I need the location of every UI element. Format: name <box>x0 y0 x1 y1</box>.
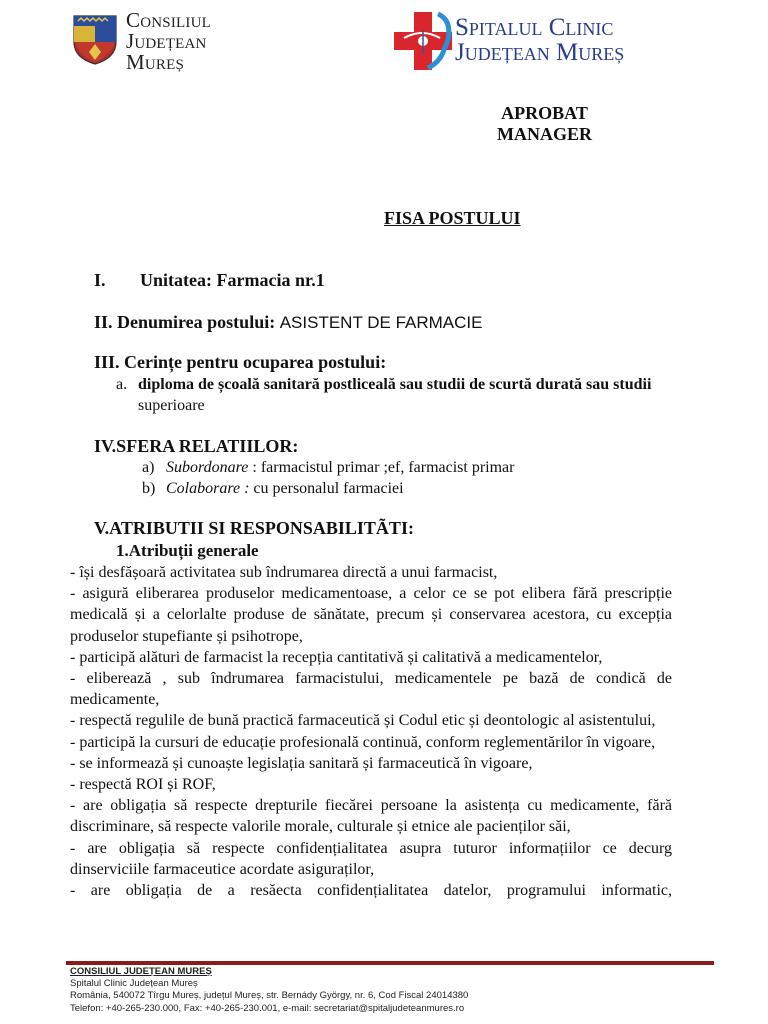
section-label: Unitatea: Farmacia nr.1 <box>140 270 325 290</box>
relation-item <box>142 458 514 478</box>
relation-item <box>142 479 404 499</box>
duty-item: - are obligația să respecte confidențialitatea asupra tuturor informațiilor ce decurg dinserviciile farmaceutice acordate asiguraților, <box>70 839 672 878</box>
relation-text: : farmacistul primar ;ef, farmacist primar <box>248 459 515 476</box>
council-logo-line: Mureș <box>126 50 185 74</box>
section-label: II. Denumirea postului: <box>94 312 276 332</box>
approval-line: APROBAT <box>501 103 588 123</box>
duty-item: - asigură eliberarea produselor medicamentoase, a celor ce se pot elibera fără prescripție medicală și a celorlalte produse de sănătate, precum și conservarea acestora, cu excepția produselor stupefiante și psihotrope, <box>70 585 672 645</box>
council-crest-logo <box>72 12 118 66</box>
duty-item: - își desfășoară activitatea sub îndrumarea directă a unui farmacist, <box>70 564 498 581</box>
relation-term: Subordonare <box>166 459 249 476</box>
item-marker: b) <box>142 480 156 497</box>
duties-list <box>70 562 672 901</box>
section-requirements: III. Cerințe pentru ocuparea postului: <box>94 352 387 372</box>
footer-contact: Telefon: +40-265-230.000, Fax: +40-265-230.001, e-mail: secretariat@spitaljudeteanmures.ro <box>70 1002 465 1014</box>
hospital-logo-text <box>455 15 624 65</box>
footer <box>70 966 468 1015</box>
footer-hospital: Spitalul Clinic Județean Mureș <box>70 978 198 990</box>
duty-item: - participă la cursuri de educație profesională continuă, conform reglementărilor în vigoare, <box>70 733 656 751</box>
section-relations: IV.SFERA RELATIILOR: <box>94 436 299 456</box>
duty-item: - respectă ROI și ROF, <box>70 776 216 794</box>
hospital-cross-logo <box>392 10 454 72</box>
section-responsibilities: V.ATRIBUTII SI RESPONSABILITÃTI: <box>94 518 414 538</box>
council-logo-line: Județean <box>126 29 207 53</box>
duty-item: - respectă regulile de bună practică farmaceutică și Codul etic și deontologic al asistentului, <box>70 712 656 730</box>
footer-divider <box>66 961 714 965</box>
duty-item: - participă alături de farmacist la recepția cantitativă și calitativă a medicamentelor, <box>70 648 603 666</box>
footer-address: România, 540072 Tîrgu Mureș, județul Mureș, str. Bernády György, nr. 6, Cod Fiscal 24014380 <box>70 990 469 1002</box>
subsection-general-duties: 1.Atribuții generale <box>116 541 259 560</box>
duty-item: - se informează și cunoaște legislația sanitară și farmaceutică în vigoare, <box>70 754 533 772</box>
requirement-item <box>116 375 651 395</box>
approval-block <box>497 103 592 145</box>
document-title: FISA POSTULUI <box>384 208 521 228</box>
footer-org: CONSILIUL JUDEȚEAN MUREȘ <box>70 966 212 977</box>
requirement-text: diploma de școală sanitară postliceală sau studii de scurtă durată sau studii <box>138 376 652 393</box>
approval-line: MANAGER <box>497 124 592 144</box>
relation-term: Colaborare : <box>166 480 250 497</box>
relation-text: cu personalul farmaciei <box>249 480 404 497</box>
section-number: I. <box>94 270 106 290</box>
section-position <box>94 312 482 333</box>
position-name: ASISTENT DE FARMACIE <box>279 313 483 332</box>
council-logo-line: Consiliul <box>126 8 211 32</box>
duty-item: - are obligația să respecte drepturile fiecărei persoane la asistența cu medicamente, fără discriminare, să respecte valorile morale, culturale și etnice ale pacienților săi, <box>70 797 672 836</box>
hospital-logo-line: Județean Mureș <box>455 39 625 66</box>
hospital-logo-line: Spitalul Clinic <box>455 14 614 41</box>
item-marker: a) <box>142 459 155 476</box>
duty-item: - eliberează , sub îndrumarea farmacistului, medicamentele pe bază de condică de medicamente, <box>70 670 672 709</box>
item-marker: a. <box>116 376 128 393</box>
requirement-text-cont: superioare <box>138 397 205 414</box>
council-logo-text <box>126 10 211 73</box>
duty-item: - are obligația de a resăecta confidențialitatea datelor, programului informatic, <box>70 882 672 900</box>
section-unit <box>94 270 325 291</box>
